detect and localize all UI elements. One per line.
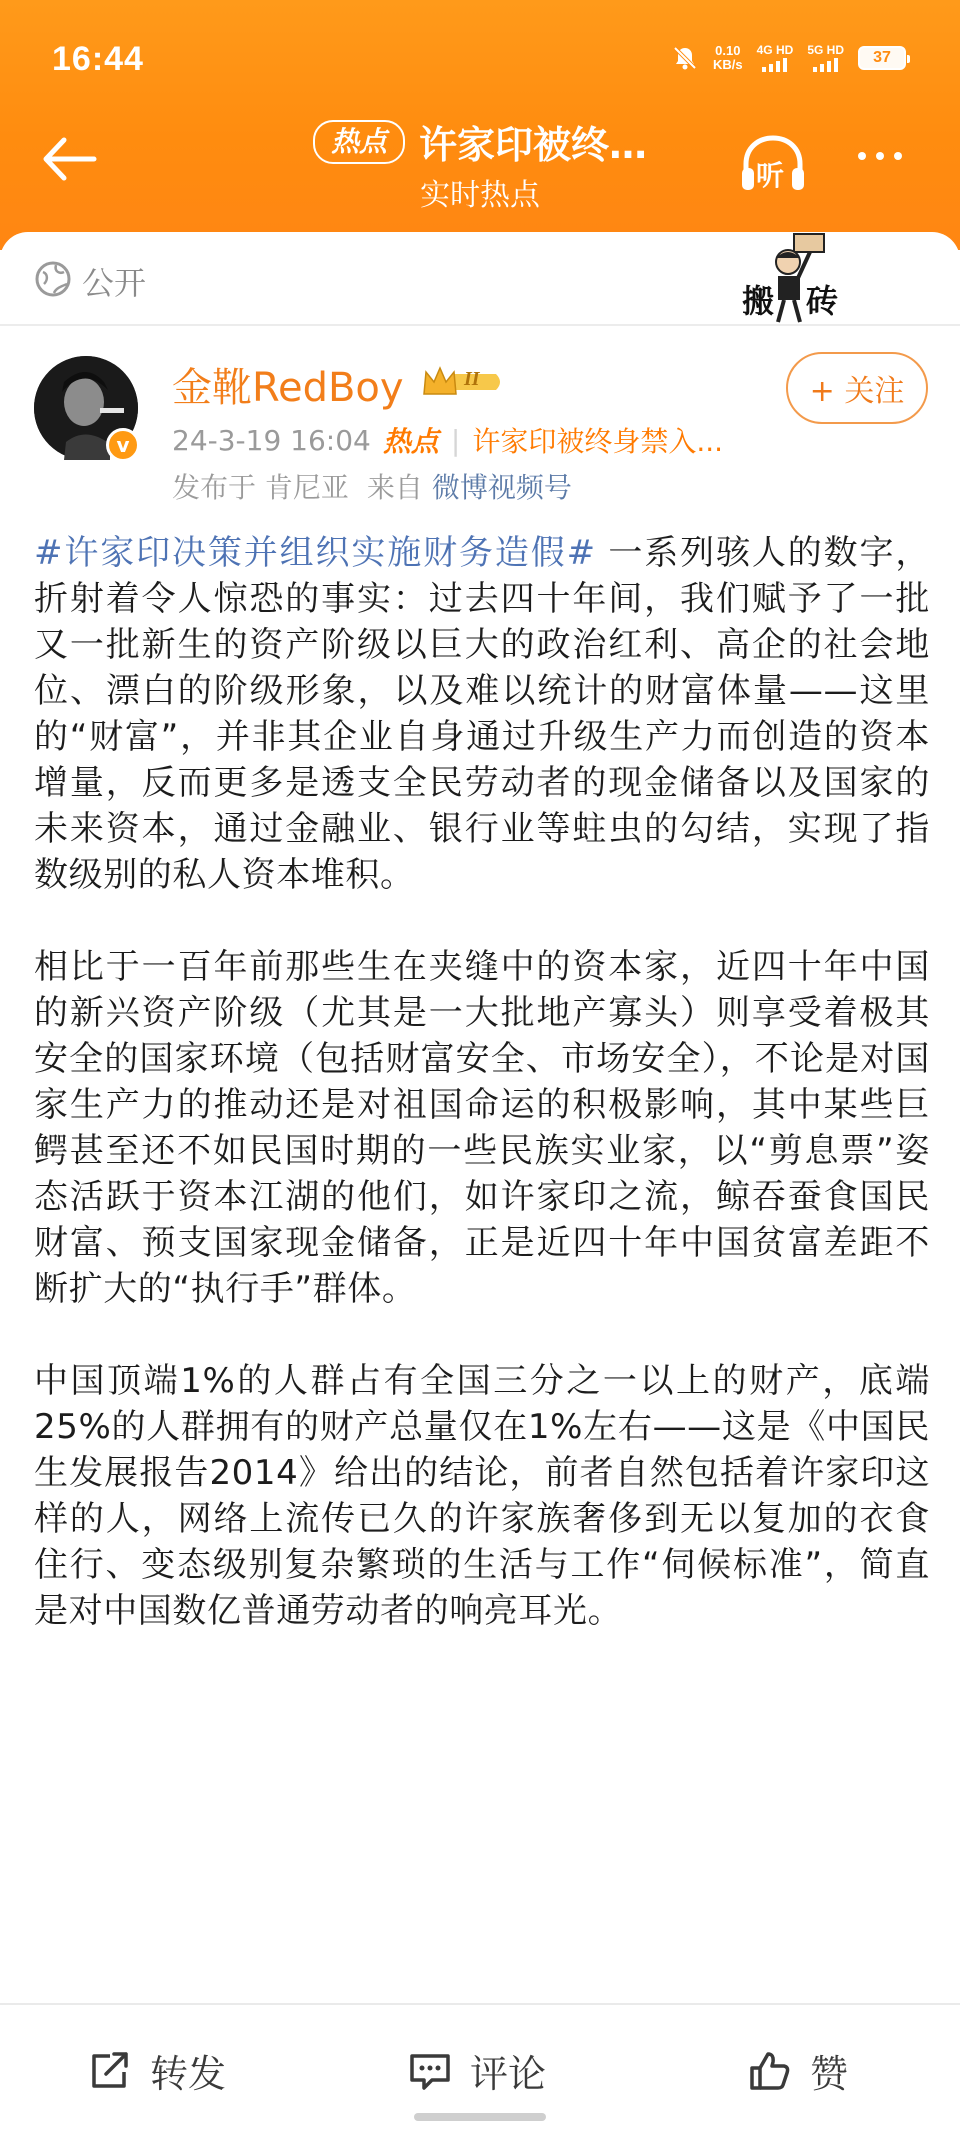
speed-unit: KB/s <box>713 57 743 72</box>
comment-button[interactable] <box>408 2043 546 2098</box>
status-icons <box>671 44 906 72</box>
nav-title-row[interactable] <box>0 114 960 169</box>
source-row <box>367 466 572 506</box>
network-label-1: 4G HD <box>756 43 794 57</box>
globe-icon <box>34 260 72 298</box>
battery-level: 37 <box>873 49 891 66</box>
paragraph-1-text: 一系列骇人的数字，折射着令人惊恐的事实：过去四十年间，我们赋予了一批又一批新生的资产阶级以巨大的政治红利、高企的社会地位、漂白的阶级形象，以及难以统计的财富体量——这里的“财富”，并非其企业自身通过升级生产力而创造的资本增量，反而更多是透支全民劳动者的现金储备以及国家的未来资本，通过金融业、银行业等蛀虫的勾结，实现了指数级别的私人资本堆积。 <box>34 533 931 895</box>
meta-separator: | <box>450 423 461 457</box>
post-date: 24-3-19 16:04 <box>172 423 371 457</box>
like-button[interactable] <box>748 2043 848 2098</box>
dot <box>876 152 884 160</box>
mute-icon <box>671 44 699 72</box>
header <box>0 0 960 250</box>
post-card <box>0 232 960 2002</box>
source-prefix: 来自 <box>366 471 423 504</box>
battery-icon <box>858 46 906 70</box>
post-location-row <box>172 466 572 506</box>
repost-label: 转发 <box>150 2052 227 2096</box>
crown-icon <box>420 364 504 400</box>
hashtag-link[interactable]: #许家印决策并组织实施财务造假# <box>34 533 596 573</box>
signal-4g <box>757 44 794 72</box>
nav-title: 许家印被终… <box>419 123 648 167</box>
hot-topic-link[interactable]: 许家印被终身禁入... <box>472 425 724 458</box>
post-meta-row <box>172 420 723 460</box>
verified-badge <box>106 428 140 462</box>
paragraph-3: 中国顶端1%的人群占有全国三分之一以上的财产，底端25%的人群拥有的财产总量仅在1%左右——这是《中国民生发展报告2014》给出的结论，前者自然包括着许家印这样的人，网络上流传已久的许家族奢侈到无以复加的衣食住行、变态级别复杂繁琐的生活与工作“伺候标准”，简直是对中国数亿普通劳动者的响亮耳光。 <box>34 1361 930 1631</box>
nav-bar <box>0 104 960 214</box>
status-bar <box>0 36 960 86</box>
thumbs-up-icon <box>748 2050 792 2092</box>
visibility-label: 公开 <box>82 264 147 302</box>
visibility-row <box>0 232 960 326</box>
listen-label: 听 <box>756 159 785 192</box>
comment-icon <box>408 2050 452 2092</box>
listen-button[interactable] <box>738 132 808 194</box>
gesture-bar[interactable] <box>414 2113 546 2121</box>
status-time: 16:44 <box>52 40 144 78</box>
follow-button[interactable]: + 关注 <box>786 352 928 424</box>
author-name[interactable]: 金靴RedBoy <box>172 365 404 411</box>
author-row <box>0 352 960 502</box>
paragraph-2: 相比于一百年前那些生在夹缝中的资本家，近四十年中国的新兴资产阶级（尤其是一大批地产寡头）则享受着极其安全的国家环境（包括财富安全、市场安全），不论是对国家生产力的推动还是对祖国命运的积极影响，其中某些巨鳄甚至还不如民国时期的一些民族实业家，以“剪息票”姿态活跃于资本江湖的他们，如许家印之流，鲸吞蚕食国民财富、预支国家现金储备，正是近四十年中国贫富差距不断扩大的“执行手”群体。 <box>34 947 930 1309</box>
posted-location: 发布于 肯尼亚 <box>172 471 349 504</box>
repost-button[interactable] <box>88 2043 226 2098</box>
hot-label: 热点 <box>382 425 439 458</box>
post-content <box>34 530 930 1680</box>
signal-5g <box>807 44 844 72</box>
source-link[interactable]: 微博视频号 <box>431 471 572 504</box>
sticker-text-right: 砖 <box>806 282 839 320</box>
comment-label: 评论 <box>470 2052 547 2096</box>
dot <box>894 152 902 160</box>
brick-sticker-image <box>736 232 846 326</box>
sticker-text-left: 搬 <box>742 282 775 320</box>
member-level: II <box>464 368 480 390</box>
verified-mark: v <box>116 433 130 457</box>
nav-subtitle: 实时热点 <box>420 178 540 213</box>
member-crown-badge[interactable] <box>420 364 504 400</box>
dot <box>858 152 866 160</box>
signal-bars-icon <box>813 56 838 72</box>
more-button[interactable] <box>858 152 902 160</box>
repost-icon <box>88 2050 132 2092</box>
network-speed <box>713 44 743 72</box>
like-label: 赞 <box>810 2052 849 2096</box>
paragraph-1 <box>34 530 930 898</box>
speed-value: 0.10 <box>715 43 741 58</box>
hot-badge: 热点 <box>313 120 405 164</box>
signal-bars-icon <box>762 56 787 72</box>
network-label-2: 5G HD <box>807 43 844 57</box>
